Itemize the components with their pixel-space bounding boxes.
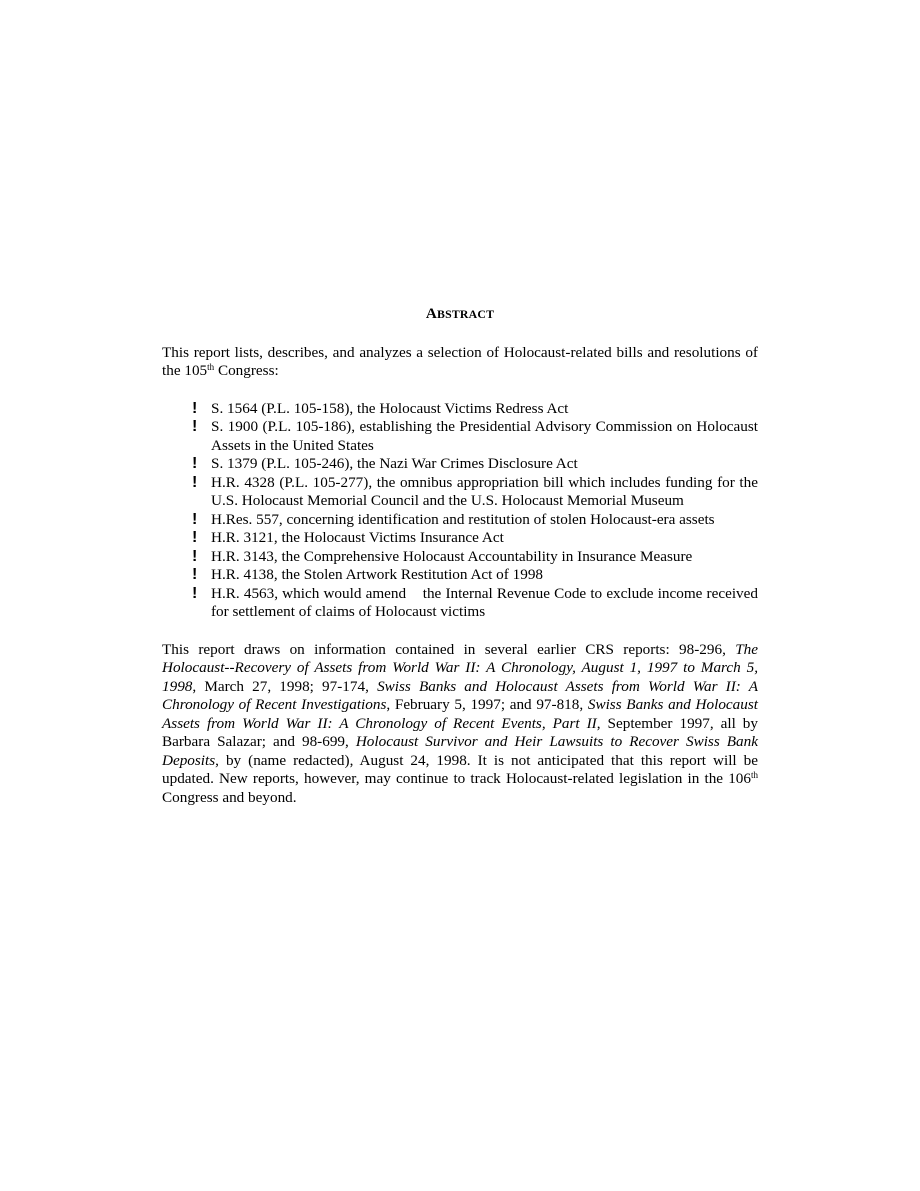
intro-tail: Congress: <box>214 362 279 379</box>
list-item <box>162 511 758 530</box>
bill-text: H.R. 3143, the Comprehensive Holocaust Accountability in Insurance Measure <box>211 547 693 565</box>
exclamation-bullet-icon <box>192 455 197 474</box>
list-item <box>162 418 758 455</box>
title-first-letter: A <box>425 305 438 322</box>
title-rest: BSTRACT <box>437 307 495 321</box>
bill-text: S. 1564 (P.L. 105-158), the Holocaust Victims Redress Act <box>211 399 569 417</box>
bill-list <box>162 399 762 622</box>
list-item <box>162 529 758 548</box>
closing-paragraph <box>162 641 758 808</box>
bill-text: S. 1900 (P.L. 105-186), establishing the Presidential Advisory Commission on Holocaust Assets in the United States <box>211 418 758 454</box>
list-item <box>162 584 762 622</box>
closing-text-5: , by (name redacted), August 24, 1998. It is not anticipated that this report will be updated. New reports, however, may continue to track Holocaust-related legislation in the 106 <box>162 751 758 787</box>
exclamation-bullet-icon <box>192 418 197 437</box>
report-title-98-296: The Holocaust--Recovery of Assets from World War II: A Chronology, August 1, 1997 to March 5, 1998 <box>162 640 758 695</box>
exclamation-bullet-icon <box>192 474 197 493</box>
list-item <box>162 566 758 585</box>
closing-text-4: , September 1997, all by Barbara Salazar; and 98-699, <box>162 714 758 750</box>
page-title <box>162 305 758 324</box>
exclamation-bullet-icon <box>192 511 197 530</box>
exclamation-bullet-icon <box>192 529 197 548</box>
closing-text-3: , February 5, 1997; and 97-818, <box>386 696 588 713</box>
report-title-97-818: Swiss Banks and Holocaust Assets from World War II: A Chronology of Recent Events, Part II <box>162 696 758 732</box>
exclamation-bullet-icon <box>192 566 197 585</box>
list-item <box>162 455 758 474</box>
intro-text: This report lists, describes, and analyzes a selection of Holocaust-related bills and resolutions of the 105 <box>162 343 758 379</box>
bill-text: S. 1379 (P.L. 105-246), the Nazi War Crimes Disclosure Act <box>211 455 578 472</box>
intro-paragraph <box>162 344 758 381</box>
bill-text: H.R. 4328 (P.L. 105-277), the omnibus appropriation bill which includes funding for the U.S. Holocaust Memorial Council and the U.S. Holocaust Memorial Museum <box>211 473 758 509</box>
closing-text-2: , March 27, 1998; 97-174, <box>192 677 378 695</box>
list-item <box>162 474 758 511</box>
closing-superscript: th <box>750 770 758 780</box>
report-title-98-699: Holocaust Survivor and Heir Lawsuits to Recover Swiss Bank Deposits <box>162 733 758 769</box>
closing-text-6: Congress and beyond. <box>162 788 297 806</box>
exclamation-bullet-icon <box>192 585 197 604</box>
bill-text: H.R. 4138, the Stolen Artwork Restitution Act of 1998 <box>211 566 544 583</box>
exclamation-bullet-icon <box>192 548 197 567</box>
list-item <box>162 548 758 567</box>
intro-superscript: th <box>207 362 215 372</box>
report-title-97-174: Swiss Banks and Holocaust Assets from World War II: A Chronology of Recent Investigations <box>162 677 758 713</box>
bill-text: H.R. 4563, which would amend the Internal Revenue Code to exclude income received for settlement of claims of Holocaust victims <box>211 584 762 620</box>
bill-text: H.R. 3121, the Holocaust Victims Insurance Act <box>211 529 504 546</box>
bill-text: H.Res. 557, concerning identification and restitution of stolen Holocaust-era assets <box>211 510 715 528</box>
closing-text-1: This report draws on information contained in several earlier CRS reports: 98-296, <box>162 640 736 658</box>
list-item <box>162 400 758 419</box>
document-page <box>162 305 762 807</box>
exclamation-bullet-icon <box>192 400 197 419</box>
